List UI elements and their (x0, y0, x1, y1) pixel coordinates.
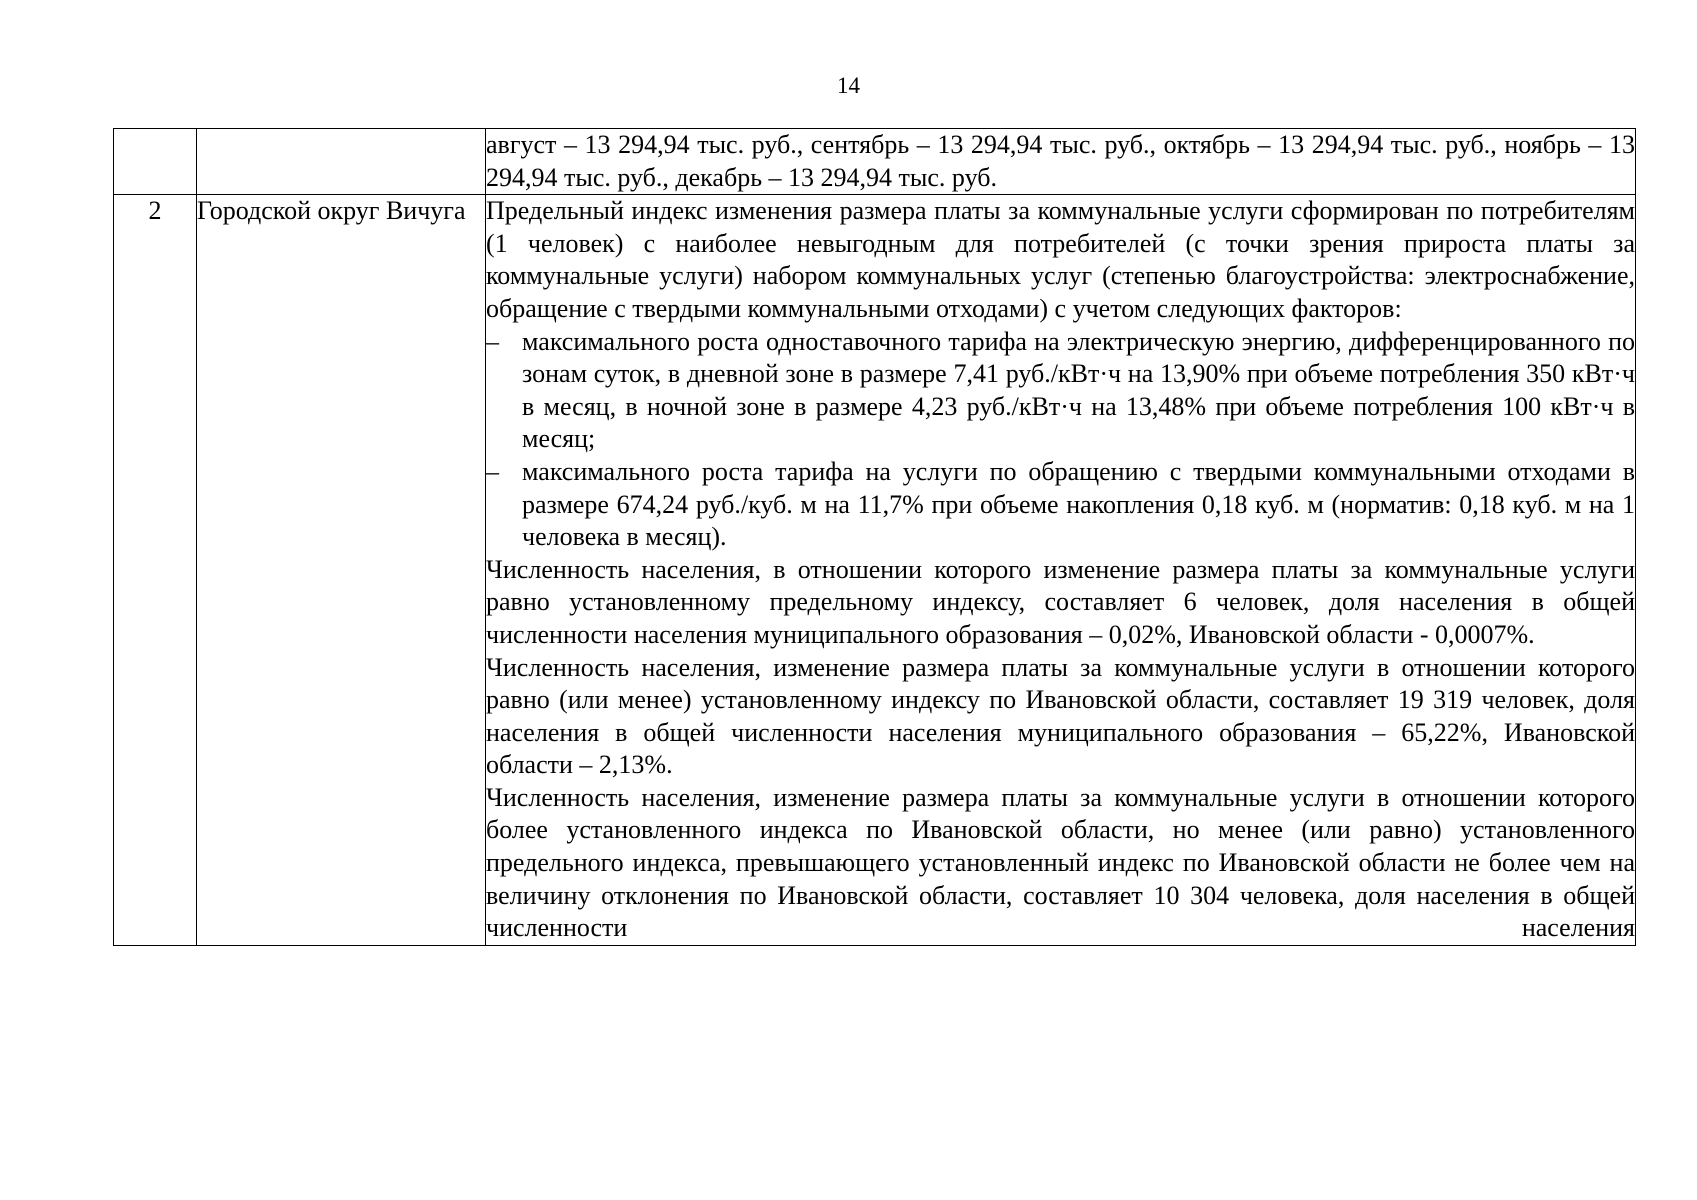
population-paragraph: Численность населения, изменение размера платы за коммунальные услуги в отношении которого более установленного индекса по Ивановской области, но менее (или равно) установленного предельного индекса, превышающего установленный индекс по Ивановской области не более чем на величину отклонения по Ивановской области, составляет 10 304 человека, доля населения в общей численности населения (486, 782, 1635, 943)
continuation-text: август – 13 294,94 тыс. руб., сентябрь – 13 294,94 тыс. руб., октябрь – 13 294,94 тыс. руб., ноябрь – 13 294,94 тыс. руб., декабрь – 13 294,94 тыс. руб. (486, 130, 1635, 192)
row-number-cell: 2 (114, 195, 197, 946)
bullet-item (486, 456, 1635, 554)
dash-bullet-icon: – (486, 456, 499, 486)
bullet-text: максимального роста одноставочного тарифа на электрическую энергию, дифференцированного по зонам суток, в дневной зоне в размере 7,41 руб./кВт·ч на 13,90% при объеме потребления 350 кВт·ч в месяц, в ночной зоне в размере 4,23 руб./кВт·ч на 13,48% при объеме потребления 100 кВт·ч в месяц; (522, 326, 1635, 454)
description-cell (486, 129, 1636, 195)
population-paragraph: Численность населения, изменение размера платы за коммунальные услуги в отношении которого равно (или менее) установленному индексу по Ивановской области, составляет 19 319 человек, доля населения в общей численности населения муниципального образования – 65,22%, Ивановской области – 2,13%. (486, 652, 1635, 780)
page-number: 14 (837, 73, 860, 98)
bullet-text: максимального роста тарифа на услуги по обращению с твердыми коммунальными отходами в размере 674,24 руб./куб. м на 11,7% при объеме накопления 0,18 куб. м (норматив: 0,18 куб. м на 1 человека в месяц). (522, 456, 1635, 552)
table-row-2 (114, 195, 1636, 946)
document-table (113, 128, 1636, 946)
intro-paragraph: Предельный индекс изменения размера платы за коммунальные услуги сформирован по потребителям (1 человек) с наиболее невыгодным для потребителей (с точки зрения прироста платы за коммунальные услуги) набором коммунальных услуг (степенью благоустройства: электроснабжение, обращение с твердыми коммунальными отходами) с учетом следующих факторов: (486, 196, 1635, 323)
bullet-item (486, 326, 1635, 456)
description-cell (486, 195, 1636, 946)
dash-bullet-icon: – (486, 326, 499, 356)
population-paragraph: Численность населения, в отношении которого изменение размера платы за коммунальные услуги равно установленному предельному индексу, составляет 6 человек, доля населения в общей численности населения муниципального образования – 0,02%, Ивановской области - 0,0007%. (486, 554, 1635, 649)
row-number-cell (114, 129, 197, 195)
table-row-continuation (114, 129, 1636, 195)
municipality-cell: Городской округ Вичуга (197, 195, 486, 946)
municipality-cell (197, 129, 486, 195)
